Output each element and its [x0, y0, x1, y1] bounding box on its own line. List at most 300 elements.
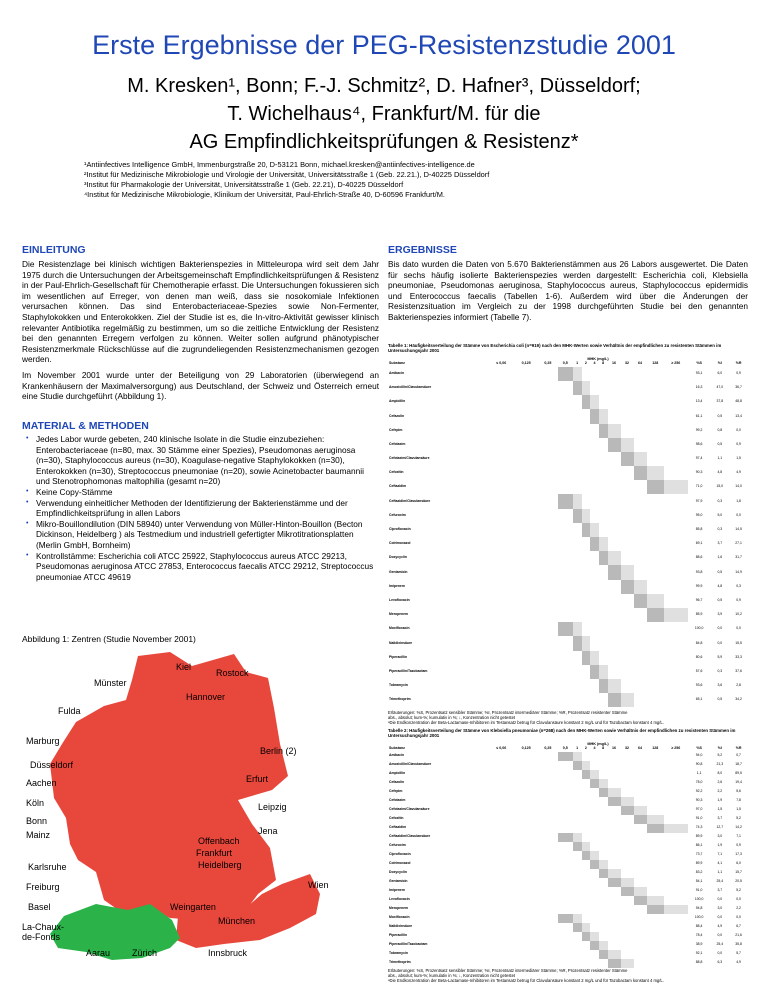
- mic-cell: [621, 932, 634, 941]
- mic-cell: [608, 869, 621, 878]
- mic-cell: [647, 409, 664, 423]
- mic-cell: [488, 395, 514, 409]
- substance-name: Cefotaxim/Clavulansäure: [389, 807, 430, 812]
- mic-cell: [647, 941, 664, 950]
- pct-i: 21,3: [716, 762, 724, 767]
- pct-r: 37,6: [735, 668, 742, 673]
- table-header-cell: %R: [735, 746, 742, 750]
- mic-cell: [573, 381, 582, 395]
- city-label-la-chaux-de-fonds: La-Chaux-de-Fonds: [22, 922, 65, 942]
- mic-cell: [599, 842, 608, 851]
- pct-r: 5,2: [736, 888, 741, 893]
- substance-name: Cefotaxim: [389, 441, 406, 446]
- mic-cell: [488, 651, 514, 665]
- mic-cell: [538, 842, 558, 851]
- pct-i: 1,1: [717, 870, 723, 875]
- mic-cell: [621, 395, 634, 409]
- table-header-cell: 8: [602, 361, 605, 365]
- mic-cell: [634, 594, 647, 608]
- mic-cell: [621, 622, 634, 636]
- pct-i: 3,7: [717, 888, 723, 893]
- mic-cell: [582, 466, 591, 480]
- pct-s: 91,0: [695, 888, 703, 893]
- mic-cell: [514, 923, 538, 932]
- mic-cell: [558, 932, 573, 941]
- pct-r: 0,9: [736, 597, 741, 602]
- pct-r: 15,5: [735, 640, 742, 645]
- table-row: [388, 438, 748, 452]
- mic-cell: [514, 941, 538, 950]
- pct-i: 1,5: [717, 807, 723, 812]
- substance-name: Ciprofloxacin: [389, 852, 411, 857]
- mic-cell: [582, 914, 591, 923]
- table-header-cell: 64: [638, 361, 643, 365]
- mic-cell: [608, 438, 621, 452]
- pct-s: 97,9: [695, 498, 703, 503]
- pct-s: 85,9: [695, 612, 703, 617]
- mic-cell: [634, 565, 647, 579]
- mic-cell: [590, 452, 599, 466]
- mic-cell: [621, 905, 634, 914]
- mic-cell: [582, 842, 591, 851]
- table2: [388, 746, 748, 968]
- table-header-cell: 128: [652, 746, 659, 750]
- mic-cell: [582, 580, 591, 594]
- pct-i: 1,9: [717, 843, 723, 848]
- mic-cell: [664, 367, 688, 381]
- mic-cell: [634, 367, 647, 381]
- mic-cell: [514, 651, 538, 665]
- mic-cell: [664, 833, 688, 842]
- mic-cell: [621, 693, 634, 707]
- mic-cell: [514, 788, 538, 797]
- mic-cell: [647, 693, 664, 707]
- table-header-cell: 128: [652, 361, 659, 365]
- mic-cell: [558, 480, 573, 494]
- mic-cell: [590, 752, 599, 761]
- pct-r: 15,7: [735, 870, 742, 875]
- mic-cell: [582, 905, 591, 914]
- pct-s: 38,9: [695, 942, 703, 947]
- mic-cell: [599, 679, 608, 693]
- mic-cell: [621, 869, 634, 878]
- mic-cell: [538, 806, 558, 815]
- authors-line-1: M. Kresken¹, Bonn; F.-J. Schmitz², D. Hafner³, Düsseldorf;: [127, 75, 641, 97]
- mic-cell: [488, 905, 514, 914]
- mic-cell: [488, 594, 514, 608]
- pct-r: 0,9: [736, 441, 741, 446]
- mic-cell: [621, 815, 634, 824]
- mic-cell: [582, 494, 591, 508]
- pct-r: 7,8: [736, 798, 741, 803]
- table1-note-3: ᵃDie Endkonzentration der Beta-Lactamase-Inhibitoren im Testansatz betrug für Clavulansäure konstant 2 mg/L und für Tazobactam konstant 4 mg/L.: [388, 720, 664, 725]
- mic-cell: [573, 887, 582, 896]
- pct-r: 0,0: [736, 897, 741, 902]
- mic-cell: [538, 551, 558, 565]
- mic-cell: [664, 752, 688, 761]
- city-label-kiel: Kiel: [176, 662, 192, 672]
- pct-i: 6,3: [717, 960, 723, 965]
- mic-cell: [647, 367, 664, 381]
- table-row: [388, 959, 748, 968]
- pct-s: 84,8: [695, 640, 703, 645]
- mic-cell: [582, 887, 591, 896]
- mic-cell: [621, 833, 634, 842]
- pct-s: 97,0: [695, 807, 703, 812]
- pct-r: 14,5: [735, 527, 742, 532]
- mic-cell: [538, 509, 558, 523]
- mic-cell: [558, 367, 573, 381]
- pct-i: 5,2: [717, 753, 723, 758]
- mic-cell: [488, 752, 514, 761]
- mic-cell: [608, 815, 621, 824]
- pct-i: 0,5: [717, 569, 723, 574]
- pct-r: 0,3: [736, 583, 741, 588]
- mic-cell: [608, 594, 621, 608]
- mic-cell: [599, 905, 608, 914]
- mic-cell: [621, 887, 634, 896]
- table-row: [388, 950, 748, 959]
- mic-cell: [608, 842, 621, 851]
- table-header-cell: 0,25: [544, 361, 552, 365]
- mic-cell: [558, 779, 573, 788]
- mic-cell: [647, 752, 664, 761]
- mic-cell: [634, 923, 647, 932]
- mic-cell: [573, 409, 582, 423]
- pct-i: 25,4: [716, 942, 724, 947]
- table-header-cell: 16: [612, 746, 617, 750]
- table-header-cell: 2: [584, 746, 587, 750]
- mic-cell: [647, 833, 664, 842]
- mic-cell: [590, 381, 599, 395]
- einleitung-text: [22, 259, 379, 402]
- pct-s: 88,4: [695, 924, 703, 929]
- pct-i: 3,0: [717, 834, 723, 839]
- mic-cell: [621, 438, 634, 452]
- mic-cell: [538, 905, 558, 914]
- mic-cell: [608, 761, 621, 770]
- mic-cell: [647, 932, 664, 941]
- table-row: [388, 509, 748, 523]
- mic-cell: [608, 651, 621, 665]
- mic-cell: [538, 833, 558, 842]
- mic-cell: [538, 752, 558, 761]
- mic-cell: [608, 480, 621, 494]
- mic-cell: [488, 860, 514, 869]
- mic-cell: [621, 565, 634, 579]
- table-row: [388, 752, 748, 761]
- pct-r: 10,2: [735, 612, 742, 617]
- mic-cell: [647, 494, 664, 508]
- table-row: [388, 779, 748, 788]
- mic-cell: [590, 770, 599, 779]
- pct-r: 1,5: [736, 456, 741, 461]
- mic-cell: [608, 860, 621, 869]
- mic-cell: [488, 788, 514, 797]
- pct-s: 100,0: [694, 915, 704, 920]
- city-label-marburg: Marburg: [26, 736, 60, 746]
- mic-cell: [538, 523, 558, 537]
- germany-shape: [50, 652, 288, 920]
- table-row: [388, 409, 748, 423]
- table-row: [388, 905, 748, 914]
- mic-cell: [664, 622, 688, 636]
- mic-cell: [582, 932, 591, 941]
- mic-cell: [558, 959, 573, 968]
- pct-s: 97,4: [695, 456, 703, 461]
- table2-note-3: ᵃDie Endkonzentration der Beta-Lactamase-Inhibitoren im Testansatz betrug für Clavulansäure konstant 2 mg/L und für Tazobactam konstant 4 mg/L.: [388, 978, 664, 983]
- mic-cell: [558, 788, 573, 797]
- pct-i: 7,1: [717, 852, 723, 857]
- mic-cell: [538, 788, 558, 797]
- mic-cell: [590, 842, 599, 851]
- pct-r: 0,7: [736, 753, 741, 758]
- mic-cell: [599, 438, 608, 452]
- table-row: [388, 914, 748, 923]
- mic-cell: [488, 480, 514, 494]
- mic-cell: [582, 878, 591, 887]
- table-row: [388, 788, 748, 797]
- mic-cell: [514, 752, 538, 761]
- mic-cell: [590, 636, 599, 650]
- mic-cell: [647, 959, 664, 968]
- mic-cell: [647, 651, 664, 665]
- mic-cell: [647, 381, 664, 395]
- table-header-cell: %I: [717, 746, 722, 750]
- pct-r: 5,7: [736, 951, 741, 956]
- mic-cell: [573, 752, 582, 761]
- table-header-cell: %R: [735, 361, 742, 365]
- mic-cell: [599, 665, 608, 679]
- pct-i: 3,7: [717, 816, 723, 821]
- mic-cell: [514, 878, 538, 887]
- mic-cell: [573, 452, 582, 466]
- pct-i: 0,5: [717, 441, 723, 446]
- mic-cell: [608, 788, 621, 797]
- mic-cell: [590, 438, 599, 452]
- mic-cell: [488, 693, 514, 707]
- table-header-cell: 0,25: [544, 746, 552, 750]
- mic-cell: [634, 914, 647, 923]
- pct-i: 25,4: [716, 879, 724, 884]
- mic-cell: [647, 452, 664, 466]
- mic-cell: [634, 480, 647, 494]
- mic-cell: [664, 941, 688, 950]
- mic-cell: [582, 788, 591, 797]
- affiliations: [84, 160, 489, 200]
- methoden-heading: MATERIAL & METHODEN: [22, 420, 149, 432]
- table-row: [388, 551, 748, 565]
- mic-cell: [634, 608, 647, 622]
- mic-cell: [621, 860, 634, 869]
- mic-cell: [634, 651, 647, 665]
- table-row: [388, 594, 748, 608]
- mic-cell: [621, 788, 634, 797]
- mic-cell: [634, 806, 647, 815]
- mic-cell: [647, 551, 664, 565]
- mic-cell: [488, 923, 514, 932]
- table-row: [388, 665, 748, 679]
- mic-cell: [558, 438, 573, 452]
- mic-cell: [590, 424, 599, 438]
- mic-cell: [538, 950, 558, 959]
- mic-cell: [582, 824, 591, 833]
- mic-cell: [573, 424, 582, 438]
- mic-cell: [664, 565, 688, 579]
- mic-cell: [664, 381, 688, 395]
- pct-i: 0,5: [717, 697, 723, 702]
- mic-cell: [514, 815, 538, 824]
- substance-name: Amikacin: [389, 753, 405, 758]
- table-row: [388, 693, 748, 707]
- city-label-fulda: Fulda: [58, 706, 81, 716]
- mic-cell: [488, 679, 514, 693]
- mic-cell: [488, 565, 514, 579]
- mic-cell: [647, 509, 664, 523]
- mic-cell: [608, 779, 621, 788]
- mic-cell: [599, 537, 608, 551]
- mic-cell: [664, 860, 688, 869]
- mic-cell: [590, 788, 599, 797]
- mic-cell: [599, 594, 608, 608]
- mic-cell: [647, 842, 664, 851]
- pct-s: 73,7: [695, 852, 703, 857]
- table-row: [388, 452, 748, 466]
- mic-cell: [514, 833, 538, 842]
- table1-caption: Tabelle 1: Häufigkeitsverteilung der Stämme von Escherichia coli (n=919) nach den MHK-Werten sowie Verhältnis der empfindlichen zu resistenten Stämmen im Untersuchungsjahr 2001: [388, 343, 722, 354]
- substance-name: Cefotaxim/Clavulansäure: [389, 456, 430, 461]
- mic-cell: [608, 523, 621, 537]
- mic-cell: [573, 537, 582, 551]
- mic-cell: [634, 409, 647, 423]
- mic-cell: [514, 950, 538, 959]
- affiliation-2: ²Institut für Medizinische Mikrobiologie und Virologie der Universität, Universitätsstraße 1 (Geb. 22.21.), D-40225 Düsseldorf: [84, 170, 490, 179]
- mic-cell: [634, 779, 647, 788]
- pct-r: 31,7: [735, 555, 742, 560]
- mic-cell: [514, 480, 538, 494]
- pct-i: 12,7: [716, 825, 724, 830]
- mic-cell: [582, 594, 591, 608]
- mic-cell: [621, 797, 634, 806]
- mic-cell: [514, 551, 538, 565]
- pct-i: 4,9: [717, 924, 723, 929]
- mic-cell: [488, 950, 514, 959]
- pct-r: 2,8: [736, 683, 741, 688]
- mic-cell: [590, 878, 599, 887]
- mic-cell: [664, 878, 688, 887]
- mic-cell: [558, 679, 573, 693]
- pct-s: 78,0: [695, 780, 703, 785]
- mic-cell: [608, 905, 621, 914]
- table-row: [388, 480, 748, 494]
- mic-cell: [608, 887, 621, 896]
- pct-s: 88,8: [695, 960, 703, 965]
- table2-notes: [388, 968, 748, 983]
- mic-cell: [608, 959, 621, 968]
- mic-cell: [634, 959, 647, 968]
- mic-cell: [558, 594, 573, 608]
- mic-cell: [488, 523, 514, 537]
- mic-cell: [590, 815, 599, 824]
- mic-cell: [538, 941, 558, 950]
- table-header-cell: %S: [696, 746, 702, 750]
- mic-cell: [634, 509, 647, 523]
- mic-cell: [647, 770, 664, 779]
- table-header-cell: 4: [593, 746, 596, 750]
- mic-cell: [621, 950, 634, 959]
- mic-cell: [514, 409, 538, 423]
- pct-i: 0,0: [717, 915, 723, 920]
- mic-cell: [664, 896, 688, 905]
- pct-s: 88,6: [695, 555, 703, 560]
- mic-cell: [558, 580, 573, 594]
- mic-cell: [664, 424, 688, 438]
- mic-cell: [664, 959, 688, 968]
- mic-cell: [488, 466, 514, 480]
- mic-cell: [573, 761, 582, 770]
- table-row: [388, 424, 748, 438]
- pct-s: 94,8: [695, 906, 703, 911]
- mic-cell: [634, 797, 647, 806]
- mic-cell: [514, 494, 538, 508]
- mic-cell: [621, 824, 634, 833]
- mic-cell: [514, 395, 538, 409]
- mic-cell: [608, 878, 621, 887]
- mic-cell: [647, 523, 664, 537]
- mic-cell: [590, 806, 599, 815]
- pct-i: 4,8: [717, 470, 723, 475]
- pct-i: 1,6: [717, 555, 723, 560]
- mic-cell: [514, 914, 538, 923]
- substance-name: Trimethoprim: [389, 697, 411, 702]
- mic-cell: [582, 665, 591, 679]
- mic-cell: [488, 932, 514, 941]
- mic-cell: [634, 395, 647, 409]
- mic-cell: [582, 761, 591, 770]
- mic-cell: [664, 869, 688, 878]
- pct-r: 6,0: [736, 861, 741, 866]
- mic-cell: [634, 770, 647, 779]
- mic-cell: [590, 887, 599, 896]
- mic-cell: [558, 950, 573, 959]
- mic-cell: [664, 551, 688, 565]
- affiliation-4: ⁴Institut für Medizinische Mikrobiologie, Klinikum der Universität, Paul-Ehrlich-Straße 40, D-60596 Frankfurt/M.: [84, 190, 445, 199]
- substance-name: Cotrimoxazol: [389, 861, 411, 866]
- mic-cell: [599, 824, 608, 833]
- mic-cell: [664, 466, 688, 480]
- city-label-karlsruhe: Karlsruhe: [28, 862, 67, 872]
- substance-name: Cefazolin: [389, 413, 405, 418]
- mic-cell: [590, 622, 599, 636]
- mic-cell: [582, 815, 591, 824]
- mic-cell: [558, 842, 573, 851]
- mic-cell: [538, 565, 558, 579]
- mic-cell: [634, 905, 647, 914]
- mic-cell: [558, 923, 573, 932]
- mic-cell: [634, 941, 647, 950]
- mic-cell: [488, 779, 514, 788]
- substance-name: Gentamicin: [389, 569, 408, 574]
- mic-cell: [558, 651, 573, 665]
- mic-cell: [621, 665, 634, 679]
- mic-cell: [634, 878, 647, 887]
- mic-cell: [538, 665, 558, 679]
- mic-cell: [599, 770, 608, 779]
- substance-name: Ampicillin: [389, 771, 406, 776]
- mic-cell: [664, 815, 688, 824]
- substance-name: Cefotaxim: [389, 798, 406, 803]
- mic-cell: [582, 551, 591, 565]
